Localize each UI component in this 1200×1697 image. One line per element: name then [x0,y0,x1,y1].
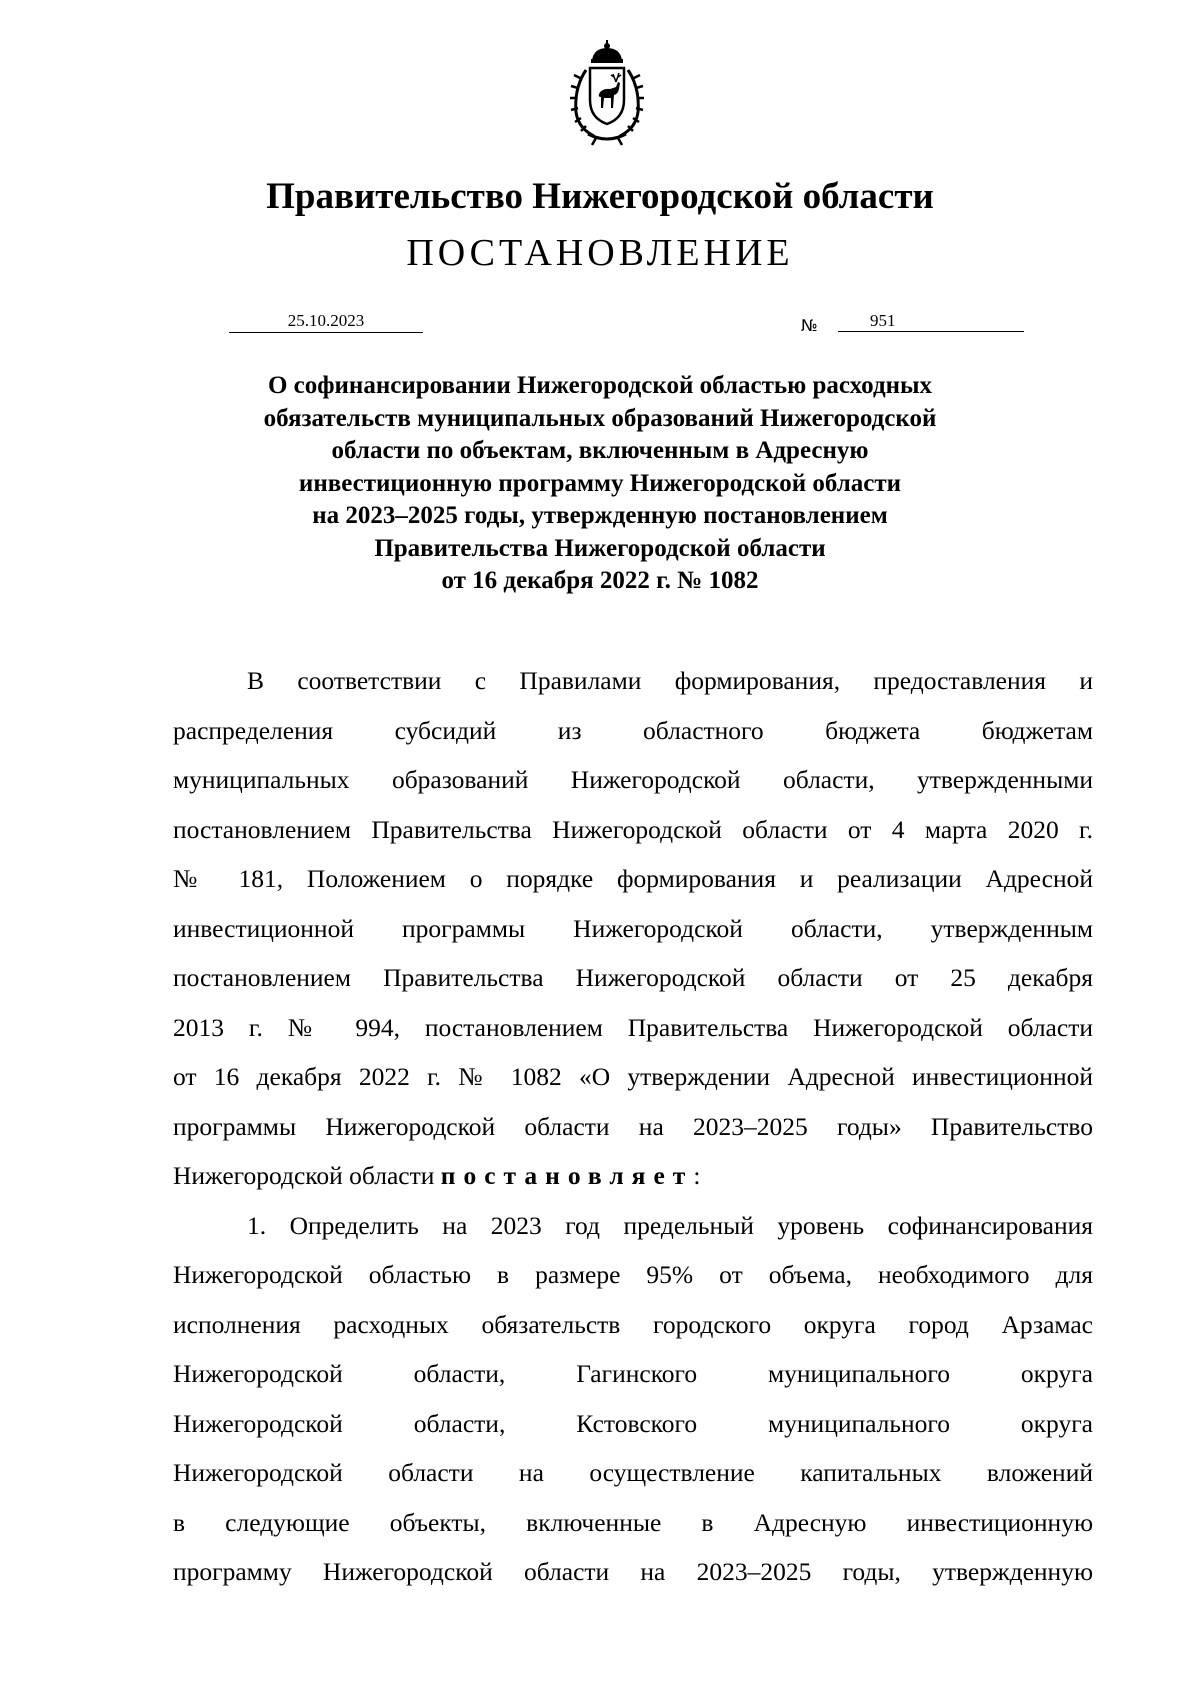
document-body [173,656,1093,1597]
body-line: постановлением Правительства Нижегородской области от 25 декабря [173,963,1093,992]
document-date: 25.10.2023 [229,310,423,333]
body-line: распределения субсидий из областного бюджета бюджетам [173,715,1093,745]
organization-title: Правительство Нижегородской области [266,176,934,217]
body-line: инвестиционной программы Нижегородской области, утвержденным [173,913,1093,943]
body-line: исполнения расходных обязательств городского округа город Арзамас [173,1309,1093,1339]
document-subject [200,370,1000,598]
number-sign: № [801,316,818,335]
document-type: ПОСТАНОВЛЕНИЕ [406,232,794,274]
body-line: от 16 декабря 2022 г. № 1082 «О утверждении Адресной инвестиционной [173,1062,1093,1091]
body-line: программы Нижегородской области на 2023–2025 годы» Правительство [173,1111,1093,1141]
subject-line: на 2023–2025 годы, утвержденную постановлением [312,502,888,529]
body-line: программу Нижегородской области на 2023–2025 годы, утвержденную [173,1557,1093,1586]
coat-of-arms-icon [566,38,648,146]
resolves-colon: : [693,1161,701,1190]
body-line: 2013 г. № 994, постановлением Правительства Нижегородской области [173,1012,1093,1042]
body-line: постановлением Правительства Нижегородской области от 4 марта 2020 г. [173,814,1093,844]
subject-line: области по объектам, включенным в Адресную [331,437,869,464]
body-line: в следующие объекты, включенные в Адресную инвестиционную [173,1507,1093,1537]
body-line: 1. Определить на 2023 год предельный уровень софинансирования [247,1210,1093,1240]
body-line-resolves [173,1151,1093,1201]
document-number: 951 [838,310,1024,332]
body-line-text: Нижегородской области [173,1161,441,1190]
subject-line: инвестиционную программу Нижегородской области [298,469,902,497]
body-line: Нижегородской области на осуществление капитальных вложений [173,1458,1093,1487]
subject-line: обязательств муниципальных образований Нижегородской [263,404,937,432]
body-line: муниципальных образований Нижегородской области, утвержденными [173,765,1093,794]
subject-line: О софинансировании Нижегородской областью расходных [267,372,933,399]
body-line: В соответствии с Правилами формирования, предоставления и [247,666,1093,695]
subject-line: от 16 декабря 2022 г. № 1082 [441,567,759,594]
resolves-word: постановляет [440,1161,694,1190]
body-line: № 181, Положением о порядке формирования и реализации Адресной [173,864,1093,893]
body-line: Нижегородской области, Гагинского муниципального округа [173,1359,1093,1388]
subject-line: Правительства Нижегородской области [374,534,826,562]
body-line: Нижегородской областью в размере 95% от объема, необходимого для [173,1260,1093,1289]
body-line: Нижегородской области, Кстовского муниципального округа [173,1408,1093,1438]
